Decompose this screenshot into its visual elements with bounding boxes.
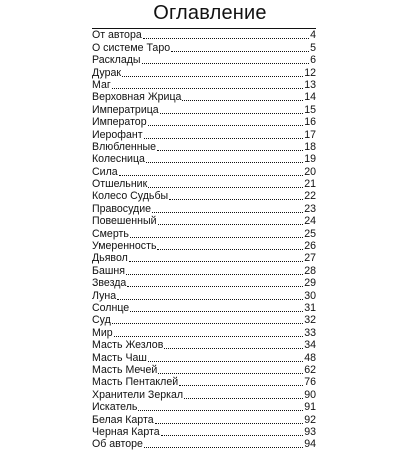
toc-entry[interactable] — [92, 401, 316, 413]
toc-entry-page: 91 — [304, 401, 316, 414]
toc-entry[interactable] — [92, 165, 316, 177]
dot-leader — [171, 50, 309, 52]
dot-leader — [182, 99, 303, 101]
toc-entry[interactable] — [92, 66, 316, 78]
dot-leader — [158, 372, 303, 374]
toc-entry[interactable] — [92, 116, 316, 128]
toc-entry[interactable] — [92, 202, 316, 214]
toc-entry-page: 76 — [304, 376, 316, 389]
toc-entry-label: Масть Чаш — [92, 351, 147, 364]
toc-entry-page: 20 — [304, 165, 316, 178]
toc-entry-label: Отшельник — [92, 178, 148, 191]
toc-entry[interactable] — [92, 314, 316, 326]
toc-entry-page: 16 — [304, 116, 316, 129]
toc-entry-page: 31 — [304, 301, 316, 314]
toc-entry-page: 26 — [304, 240, 316, 253]
toc-entry[interactable] — [92, 289, 316, 301]
toc-entry-page: 25 — [304, 227, 316, 240]
toc-entry-page: 92 — [304, 413, 316, 426]
toc-entry-label: От автора — [92, 29, 142, 42]
toc-entry-page: 32 — [304, 314, 316, 327]
toc-entry-label: Иерофант — [92, 128, 143, 141]
dot-leader — [114, 335, 304, 337]
dot-leader — [169, 198, 303, 200]
dot-leader — [152, 211, 303, 213]
dot-leader — [148, 124, 304, 126]
dot-leader — [157, 149, 303, 151]
toc-entry-page: 30 — [304, 289, 316, 302]
dot-leader — [157, 248, 303, 250]
toc-entry-page: 14 — [304, 91, 316, 104]
toc-entry-label: Умеренность — [92, 240, 157, 253]
toc-entry[interactable] — [92, 190, 316, 202]
toc-entry[interactable] — [92, 103, 316, 115]
dot-leader — [126, 273, 303, 275]
dot-leader — [143, 37, 309, 39]
toc-entry[interactable] — [92, 388, 316, 400]
toc-entry[interactable] — [92, 215, 316, 227]
toc-entry[interactable] — [92, 153, 316, 165]
toc-entry-label: Искатель — [92, 401, 138, 414]
toc-entry-label: Суд — [92, 314, 111, 327]
toc-entry-label: Солнце — [92, 301, 130, 314]
dot-leader — [164, 347, 303, 349]
page-title: Оглавление — [153, 2, 267, 24]
toc-entry[interactable] — [92, 227, 316, 239]
toc-entry-page: 17 — [304, 128, 316, 141]
toc-entry-label: Башня — [92, 264, 125, 277]
dot-leader — [117, 298, 303, 300]
toc-entry[interactable] — [92, 302, 316, 314]
toc-entry-label: Император — [92, 116, 147, 129]
toc-entry-page: 13 — [304, 78, 316, 91]
dot-leader — [148, 186, 303, 188]
dot-leader — [112, 322, 303, 324]
toc-entry[interactable] — [92, 438, 316, 450]
toc-entry[interactable] — [92, 413, 316, 425]
toc-entry-page: 15 — [304, 103, 316, 116]
toc-entry-page: 62 — [304, 363, 316, 376]
toc-entry-label: Дьявол — [92, 252, 128, 265]
toc-entry[interactable] — [92, 264, 316, 276]
toc-entry-label: Белая Карта — [92, 413, 154, 426]
toc-entry[interactable] — [92, 426, 316, 438]
toc-entry[interactable] — [92, 54, 316, 66]
toc-entry-label: Сила — [92, 165, 118, 178]
toc-entry-label: Императрица — [92, 103, 159, 116]
toc-entry-page: 90 — [304, 388, 316, 401]
toc-entry-page: 6 — [310, 54, 316, 67]
toc-entry-label: Верховная Жрица — [92, 91, 182, 104]
toc-entry-label: Звезда — [92, 277, 127, 290]
dot-leader — [119, 174, 304, 176]
dot-leader — [122, 75, 303, 77]
toc-entry-page: 4 — [310, 29, 316, 42]
toc-entry[interactable] — [92, 29, 316, 41]
toc-entry-label: Смерть — [92, 227, 129, 240]
toc-entry-label: Масть Мечей — [92, 363, 158, 376]
toc-entry-label: Расклады — [92, 54, 141, 67]
toc-entry-page: 18 — [304, 140, 316, 153]
dot-leader — [144, 137, 304, 139]
toc-entry[interactable] — [92, 178, 316, 190]
toc-entry-page: 93 — [304, 425, 316, 438]
toc-entry-label: О системе Таро — [92, 41, 171, 54]
toc-entry-page: 33 — [304, 326, 316, 339]
toc-entry[interactable] — [92, 376, 316, 388]
dot-leader — [130, 310, 303, 312]
toc-entry[interactable] — [92, 79, 316, 91]
dot-leader — [148, 360, 303, 362]
toc-entry-page: 19 — [304, 153, 316, 166]
toc-entry-page: 27 — [304, 252, 316, 265]
toc-entry[interactable] — [92, 277, 316, 289]
dot-leader — [127, 285, 303, 287]
toc-entry-label: Мир — [92, 326, 113, 339]
toc-entry-page: 28 — [304, 264, 316, 277]
toc-entry-page: 22 — [304, 190, 316, 203]
toc-entry[interactable] — [92, 240, 316, 252]
toc-entry[interactable] — [92, 252, 316, 264]
toc-entry-page: 34 — [304, 339, 316, 352]
toc-list — [92, 28, 316, 450]
dot-leader — [144, 446, 303, 448]
toc-entry[interactable] — [92, 41, 316, 53]
dot-leader — [112, 87, 304, 89]
dot-leader — [155, 422, 304, 424]
toc-entry[interactable] — [92, 91, 316, 103]
toc-entry[interactable] — [92, 128, 316, 140]
toc-entry-label: Дурак — [92, 66, 122, 79]
toc-entry-label: Колесница — [92, 153, 145, 166]
dot-leader — [161, 434, 304, 436]
toc-entry-page: 48 — [304, 351, 316, 364]
toc-entry[interactable] — [92, 339, 316, 351]
toc-entry-label: Черная Карта — [92, 425, 160, 438]
toc-entry-label: Повешенный — [92, 215, 157, 228]
toc-entry-page: 24 — [304, 215, 316, 228]
toc-entry-label: Луна — [92, 289, 117, 302]
dot-leader — [142, 62, 310, 64]
toc-entry-page: 23 — [304, 202, 316, 215]
toc-entry-label: Правосудие — [92, 202, 152, 215]
dot-leader — [129, 260, 303, 262]
dot-leader — [184, 397, 303, 399]
dot-leader — [160, 112, 304, 114]
toc-entry-page: 12 — [304, 66, 316, 79]
toc-entry[interactable] — [92, 364, 316, 376]
dot-leader — [179, 384, 303, 386]
toc-entry-label: Масть Жезлов — [92, 339, 164, 352]
toc-entry[interactable] — [92, 351, 316, 363]
toc-entry-label: Масть Пентаклей — [92, 376, 179, 389]
toc-entry-label: Влюбленные — [92, 140, 157, 153]
toc-entry-page: 21 — [304, 178, 316, 191]
toc-entry-page: 5 — [310, 41, 316, 54]
toc-entry-label: Колесо Судьбы — [92, 190, 169, 203]
toc-entry-page: 29 — [304, 277, 316, 290]
toc-entry-label: Маг — [92, 78, 111, 91]
toc-entry-page: 94 — [304, 438, 316, 450]
dot-leader — [130, 236, 303, 238]
toc-entry[interactable] — [92, 326, 316, 338]
toc-entry-label: Хранители Зеркал — [92, 388, 184, 401]
toc-entry[interactable] — [92, 141, 316, 153]
dot-leader — [146, 161, 303, 163]
dot-leader — [138, 409, 303, 411]
toc-entry-label: Об авторе — [92, 438, 143, 450]
dot-leader — [158, 223, 304, 225]
